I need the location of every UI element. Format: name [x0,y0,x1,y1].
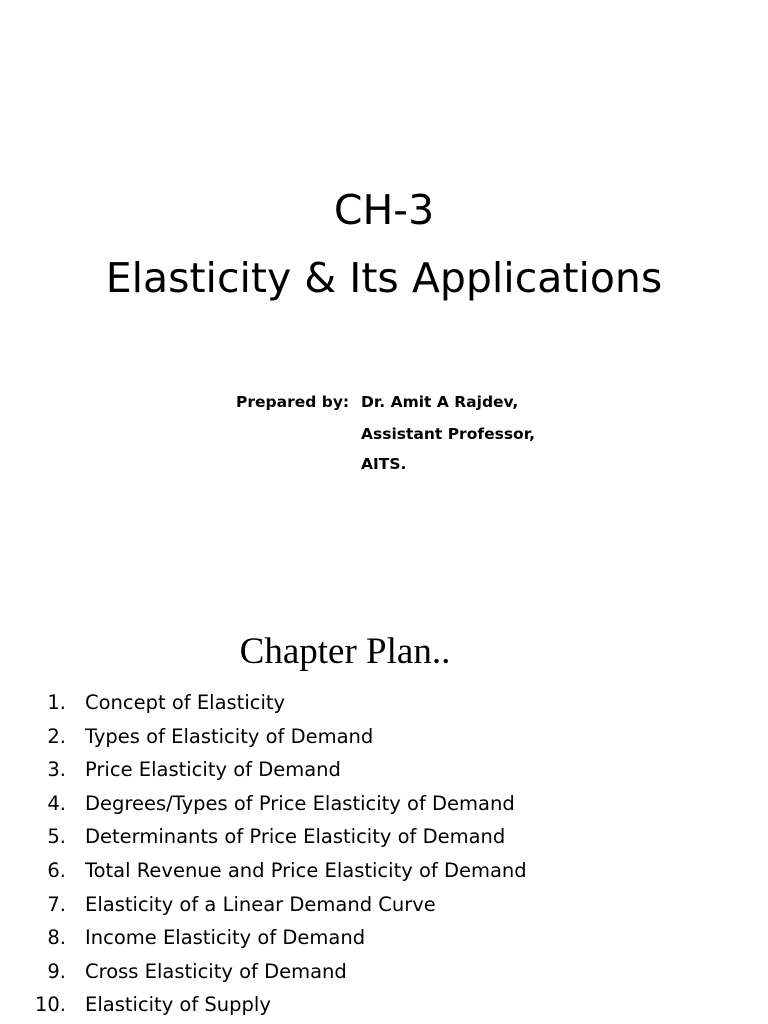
slide-title-topic: Elasticity & Its Applications [105,254,663,302]
chapter-plan-item-number: 2. [47,724,66,748]
chapter-plan-item-text: Concept of Elasticity [85,691,286,714]
chapter-plan-item-number: 7. [47,892,66,916]
chapter-plan-item-number: 9. [47,959,66,983]
chapter-plan-item-text: Income Elasticity of Demand [85,926,366,950]
author-designation: Assistant Professor, [361,425,535,443]
chapter-plan-item-number: 3. [47,758,66,782]
chapter-plan-item-text: Determinants of Price Elasticity of Demand [85,825,506,849]
chapter-plan-item-text: Price Elasticity of Demand [85,758,341,782]
chapter-plan-item-text: Elasticity of a Linear Demand Curve [85,892,436,916]
chapter-plan-item-text: Degrees/Types of Price Elasticity of Demand [85,791,515,815]
author-name: Dr. Amit A Rajdev, [361,393,519,411]
chapter-plan-item-number: 5. [47,825,66,849]
chapter-plan-item-text: Types of Elasticity of Demand [85,724,374,748]
chapter-plan-item-text: Elasticity of Supply [85,993,271,1017]
prepared-by-label: Prepared by: [236,393,350,411]
slide-title-chapter: CH-3 [333,186,435,234]
chapter-plan-item-number: 10. [34,993,66,1017]
chapter-plan-item-number: 4. [47,791,66,815]
chapter-plan-item-number: 1. [47,691,66,714]
chapter-plan-slide [0,600,768,1024]
chapter-plan-item-text: Total Revenue and Price Elasticity of Demand [85,858,527,882]
chapter-plan-item-number: 6. [47,858,66,882]
chapter-plan-heading: Chapter Plan.. [239,631,451,672]
chapter-plan-item-text: Cross Elasticity of Demand [85,959,347,983]
chapter-plan-item-number: 8. [47,926,66,950]
author-institution: AITS. [361,455,407,473]
